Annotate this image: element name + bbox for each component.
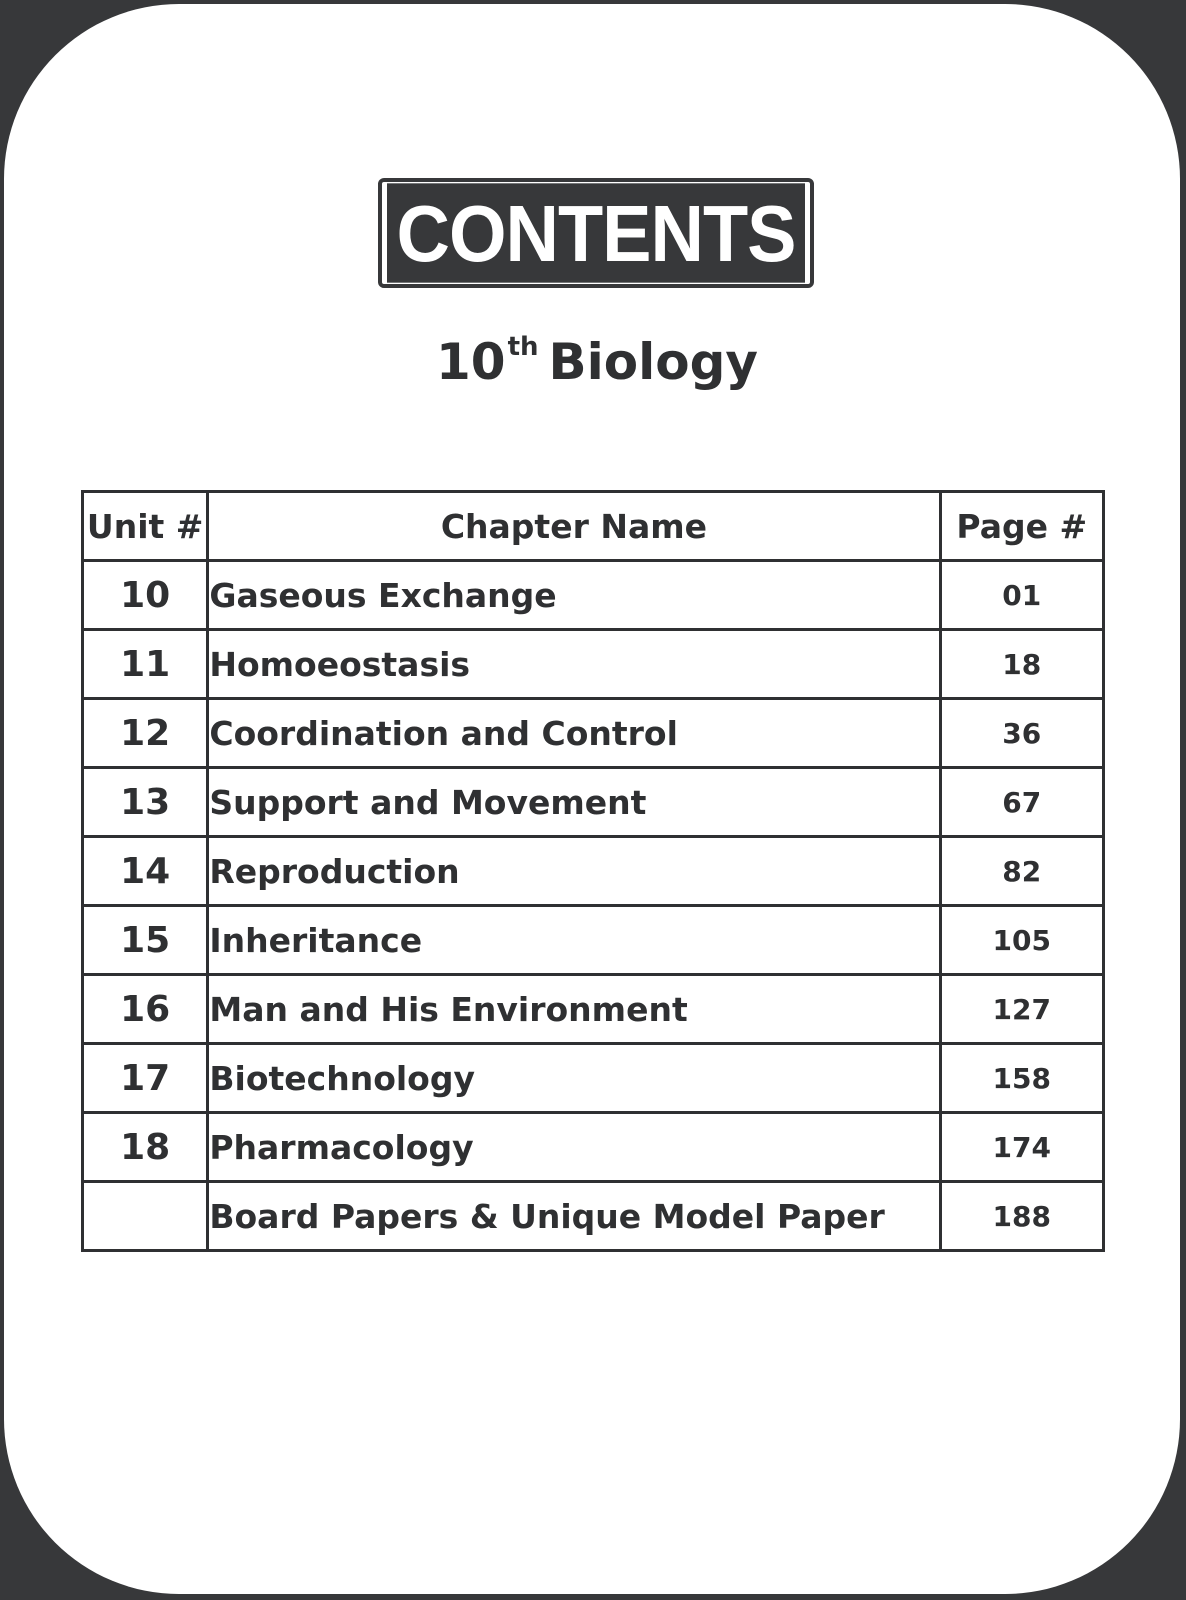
page-number: 105 [940, 906, 1104, 975]
table-row [83, 975, 1104, 1044]
chapter-name: Man and His Environment [208, 975, 940, 1044]
unit-number: 12 [83, 699, 208, 768]
page-number: 127 [940, 975, 1104, 1044]
subject-title [4, 332, 1186, 391]
table-row [83, 837, 1104, 906]
page-number: 18 [940, 630, 1104, 699]
chapter-name: Reproduction [208, 837, 940, 906]
table-row [83, 561, 1104, 630]
page-column-header: Page # [940, 492, 1104, 561]
chapter-name: Gaseous Exchange [208, 561, 940, 630]
table-row [83, 768, 1104, 837]
chapter-name: Pharmacology [208, 1113, 940, 1182]
chapter-column-header: Chapter Name [208, 492, 940, 561]
table-row [83, 1044, 1104, 1113]
chapter-name: Board Papers & Unique Model Paper [208, 1182, 940, 1251]
page-number: 82 [940, 837, 1104, 906]
grade-suffix: th [507, 332, 539, 362]
unit-number: 14 [83, 837, 208, 906]
unit-column-header: Unit # [83, 492, 208, 561]
page-number: 174 [940, 1113, 1104, 1182]
chapter-name: Support and Movement [208, 768, 940, 837]
table-header-row [83, 492, 1104, 561]
chapter-name: Homoeostasis [208, 630, 940, 699]
page-number: 36 [940, 699, 1104, 768]
unit-number: 10 [83, 561, 208, 630]
unit-number [83, 1182, 208, 1251]
table-row [83, 630, 1104, 699]
unit-number: 15 [83, 906, 208, 975]
table-row [83, 1182, 1104, 1251]
page-number: 01 [940, 561, 1104, 630]
contents-title: CONTENTS [387, 183, 805, 282]
unit-number: 11 [83, 630, 208, 699]
subject-name: Biology [548, 333, 759, 391]
chapter-name: Biotechnology [208, 1044, 940, 1113]
page-number: 158 [940, 1044, 1104, 1113]
unit-number: 13 [83, 768, 208, 837]
unit-number: 17 [83, 1044, 208, 1113]
chapter-name: Inheritance [208, 906, 940, 975]
page-number: 188 [940, 1182, 1104, 1251]
table-row [83, 699, 1104, 768]
contents-table [81, 490, 1105, 1252]
unit-number: 16 [83, 975, 208, 1044]
table-row [83, 906, 1104, 975]
contents-badge [378, 178, 814, 288]
unit-number: 18 [83, 1113, 208, 1182]
chapter-name: Coordination and Control [208, 699, 940, 768]
page-number: 67 [940, 768, 1104, 837]
grade-number: 10 [435, 333, 506, 391]
table-row [83, 1113, 1104, 1182]
